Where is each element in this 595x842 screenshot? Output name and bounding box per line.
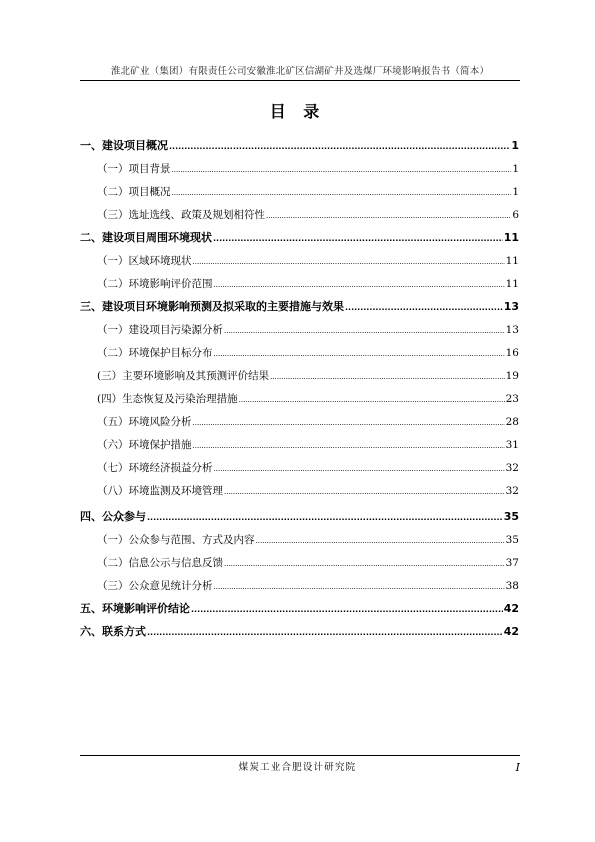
toc-subsection[interactable]	[97, 323, 519, 337]
dot-leader	[345, 301, 503, 315]
toc-label: （二）环境影响评价范围	[97, 278, 213, 290]
toc-subsection[interactable]	[97, 254, 519, 268]
dot-leader	[193, 255, 505, 269]
toc-subsection[interactable]	[97, 162, 519, 176]
footer-page-number: I	[515, 761, 520, 774]
toc-page-number: 31	[505, 439, 519, 451]
dot-leader	[193, 439, 505, 453]
toc-page-number: 32	[505, 462, 519, 474]
toc-section-1[interactable]	[80, 139, 519, 153]
toc-label: （一）区域环境现状	[97, 255, 192, 267]
dot-leader	[224, 324, 505, 338]
toc-label: 五、环境影响评价结论	[80, 602, 190, 615]
toc-label: （五）环境风险分析	[97, 416, 192, 428]
dot-leader	[239, 393, 505, 407]
toc-subsection[interactable]	[97, 392, 519, 406]
toc-page-number: 35	[505, 534, 519, 546]
toc-page-number: 13	[505, 324, 519, 336]
toc-label: （六）环境保护措施	[97, 439, 192, 451]
dot-leader	[213, 232, 503, 246]
toc-section-4[interactable]	[80, 510, 519, 524]
toc-label: (三）主要环境影响及其预测评价结果	[97, 370, 270, 382]
toc-page-number: 11	[505, 278, 519, 290]
toc-label: （三）选址选线、政策及规划相符性	[97, 209, 265, 221]
dot-leader	[191, 603, 503, 617]
toc-page-number: 37	[505, 557, 519, 569]
toc-page-number: 11	[505, 255, 519, 267]
toc-section-3[interactable]	[80, 300, 519, 314]
toc-section-2[interactable]	[80, 231, 519, 245]
dot-leader	[169, 140, 510, 154]
page-title: 目 录	[269, 102, 326, 121]
toc-page-number: 1	[512, 163, 519, 175]
toc-subsection[interactable]	[97, 346, 519, 360]
header-divider	[80, 80, 520, 81]
dot-leader	[214, 278, 505, 292]
toc-page-number: 42	[503, 625, 519, 638]
toc-subsection[interactable]	[97, 277, 519, 291]
toc-section-5[interactable]	[80, 602, 519, 616]
toc-page-number: 23	[505, 393, 519, 405]
toc-label: （二）项目概况	[97, 186, 171, 198]
footer-divider	[80, 755, 520, 756]
toc-label: （一）项目背景	[97, 163, 171, 175]
toc-page-number: 6	[512, 209, 519, 221]
toc-subsection[interactable]	[97, 484, 519, 498]
running-header: 淮北矿业（集团）有限责任公司安徽淮北矿区信湖矿井及选煤厂环境影响报告书（简本）	[110, 66, 490, 77]
toc-page-number: 1	[511, 139, 519, 152]
toc-page-number: 28	[505, 416, 519, 428]
toc-label: (四）生态恢复及污染治理措施	[97, 393, 238, 405]
toc-page-number: 32	[505, 485, 519, 497]
dot-leader	[172, 186, 512, 200]
dot-leader	[193, 416, 505, 430]
dot-leader	[214, 347, 505, 361]
toc-label: （八）环境监测及环境管理	[97, 485, 223, 497]
toc-label: 六、联系方式	[80, 625, 146, 638]
dot-leader	[172, 163, 512, 177]
toc-label: （二）信息公示与信息反馈	[97, 557, 223, 569]
toc-page-number: 11	[503, 231, 519, 244]
dot-leader	[270, 370, 505, 384]
toc-subsection[interactable]	[97, 369, 519, 383]
toc-subsection[interactable]	[97, 556, 519, 570]
toc-page-number: 35	[503, 510, 519, 523]
toc-subsection[interactable]	[97, 185, 519, 199]
toc-label: （三）公众意见统计分析	[97, 580, 213, 592]
dot-leader	[224, 485, 505, 499]
footer-organization: 煤炭工业合肥设计研究院	[238, 762, 357, 773]
toc-page-number: 42	[503, 602, 519, 615]
dot-leader	[147, 626, 503, 640]
toc-label: （七）环境经济损益分析	[97, 462, 213, 474]
toc-page-number: 16	[505, 347, 519, 359]
dot-leader	[214, 462, 505, 476]
dot-leader	[256, 534, 505, 548]
toc-label: （一）公众参与范围、方式及内容	[97, 534, 255, 546]
toc-subsection[interactable]	[97, 208, 519, 222]
toc-page-number: 13	[503, 300, 519, 313]
toc-label: （一）建设项目污染源分析	[97, 324, 223, 336]
toc-subsection[interactable]	[97, 579, 519, 593]
toc-label: 二、建设项目周围环境现状	[80, 231, 212, 244]
toc-label: 三、建设项目环境影响预测及拟采取的主要措施与效果	[80, 300, 344, 313]
toc-subsection[interactable]	[97, 533, 519, 547]
toc-subsection[interactable]	[97, 438, 519, 452]
dot-leader	[147, 511, 503, 525]
toc-page-number: 38	[505, 580, 519, 592]
dot-leader	[224, 557, 505, 571]
toc-section-6[interactable]	[80, 625, 519, 639]
toc-subsection[interactable]	[97, 415, 519, 429]
toc-subsection[interactable]	[97, 461, 519, 475]
dot-leader	[214, 580, 505, 594]
toc-page-number: 1	[512, 186, 519, 198]
toc-page-number: 19	[505, 370, 519, 382]
toc-label: 四、公众参与	[80, 510, 146, 523]
toc-label: （二）环境保护目标分布	[97, 347, 213, 359]
toc-label: 一、建设项目概况	[80, 139, 168, 152]
dot-leader	[266, 209, 511, 223]
